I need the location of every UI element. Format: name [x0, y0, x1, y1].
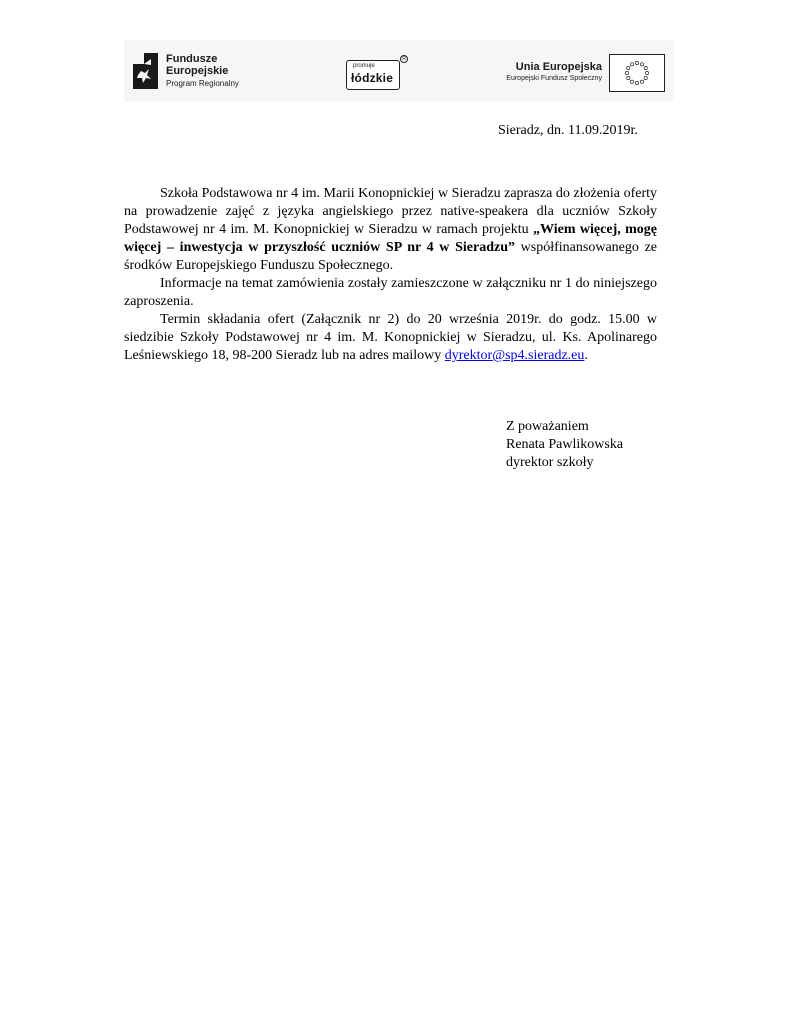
paragraph-invitation-text: Szkoła Podstawowa nr 4 im. Marii Konopnickiej w Sieradzu zaprasza do złożenia oferty na prowadzenie zajęć z języka angielskiego przez native-speakera dla uczniów Szkoły Podstawowej nr 4 im. M. Konopnickiej w Sieradzu w ramach projektu [124, 186, 657, 237]
paragraph-invitation [124, 185, 657, 275]
fundusze-europejskie-text [166, 53, 239, 90]
registered-mark-icon: R [400, 55, 408, 63]
ue-logo-subtitle: Europejski Fundusz Społeczny [506, 75, 602, 82]
letter-body [124, 185, 657, 365]
signature-greeting: Z poważaniem [506, 419, 589, 434]
unia-europejska-text [506, 60, 602, 84]
fundusze-europejskie-mark-icon [133, 53, 158, 89]
lodzkie-logo-small-text: promuje [353, 63, 375, 69]
signature-title: dyrektor szkoły [506, 455, 594, 470]
eu-flag-icon [609, 54, 665, 92]
lodzkie-logo [346, 60, 400, 90]
header-logo-band [124, 40, 674, 102]
signature-name: Renata Pawlikowska [506, 437, 624, 452]
letter-date: Sieradz, dn. 11.09.2019r. [498, 123, 638, 138]
ue-logo-title: Unia Europejska [515, 61, 602, 73]
fe-logo-line2: Europejskie [166, 65, 229, 77]
paragraph-attachment-info: Informacje na temat zamówienia zostały zamieszczone w załączniku nr 1 do niniejszego zaproszenia. [124, 276, 657, 309]
project-title: „Wiem więcej, mogę więcej – inwestycja w przyszłość uczniów SP nr 4 w Sieradzu” [124, 222, 657, 255]
paragraph-deadline-text: Termin składania ofert (Załącznik nr 2) do 20 września 2019r. do godz. 15.00 w siedzibie Szkoły Podstawowej nr 4 im. M. Konopnickiej w Sieradzu, ul. Ks. Apolinarego Leśniewskiego 18, 98-200 Sieradz lub na adres mailowy [124, 312, 657, 363]
email-link[interactable]: dyrektor@sp4.sieradz.eu [444, 348, 585, 363]
signature-block [506, 418, 623, 472]
lodzkie-logo-big-text: łódzkie [351, 71, 394, 85]
fe-logo-line1: Fundusze [166, 53, 218, 65]
paragraph-deadline-ending: . [584, 348, 588, 363]
paragraph-invitation-ending: współfinansowanego ze środków Europejskiego Funduszu Społecznego. [124, 240, 657, 273]
paragraph-deadline [124, 311, 657, 365]
fe-logo-line3: Program Regionalny [166, 79, 239, 88]
